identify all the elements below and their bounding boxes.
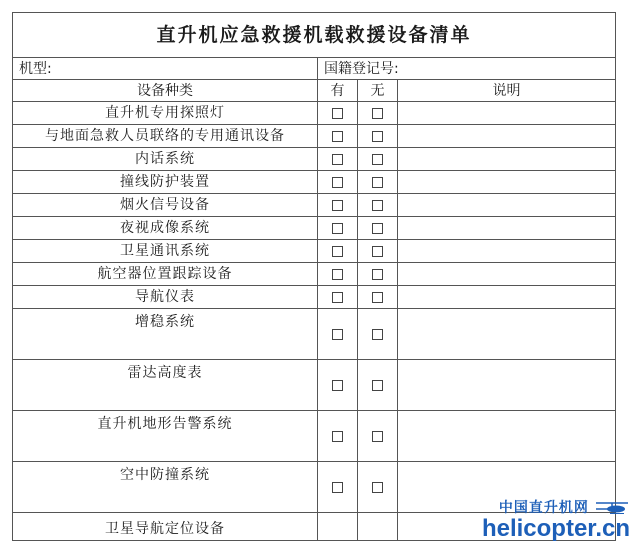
equipment-name: 卫星通讯系统 — [13, 240, 318, 263]
yes-checkbox[interactable] — [332, 329, 343, 340]
yes-checkbox[interactable] — [332, 154, 343, 165]
no-checkbox[interactable] — [372, 292, 383, 303]
table-row — [13, 217, 616, 240]
table-row — [13, 309, 616, 360]
no-checkbox[interactable] — [372, 200, 383, 211]
registration-number-field: 国籍登记号: — [318, 58, 616, 80]
equipment-name: 增稳系统 — [13, 309, 318, 360]
equipment-name: 烟火信号设备 — [13, 194, 318, 217]
yes-checkbox[interactable] — [332, 431, 343, 442]
table-row — [13, 125, 616, 148]
no-checkbox[interactable] — [372, 223, 383, 234]
equipment-name: 撞线防护装置 — [13, 171, 318, 194]
notes-cell[interactable] — [398, 411, 616, 462]
yes-checkbox[interactable] — [332, 380, 343, 391]
no-checkbox[interactable] — [372, 108, 383, 119]
notes-cell[interactable] — [398, 286, 616, 309]
equipment-checklist — [12, 12, 615, 541]
yes-checkbox[interactable] — [332, 200, 343, 211]
notes-cell[interactable] — [398, 102, 616, 125]
checklist-table — [12, 12, 616, 541]
header-notes: 说明 — [398, 80, 616, 102]
no-checkbox[interactable] — [372, 246, 383, 257]
yes-checkbox[interactable] — [332, 292, 343, 303]
yes-checkbox[interactable] — [332, 246, 343, 257]
no-cell[interactable] — [358, 513, 398, 541]
yes-checkbox[interactable] — [332, 269, 343, 280]
table-row — [13, 102, 616, 125]
equipment-name: 直升机地形告警系统 — [13, 411, 318, 462]
watermark-cn-text: 中国直升机网 — [498, 500, 589, 516]
equipment-name: 雷达高度表 — [13, 360, 318, 411]
yes-checkbox[interactable] — [332, 223, 343, 234]
equipment-name: 直升机专用探照灯 — [13, 102, 318, 125]
table-row — [13, 263, 616, 286]
table-row — [13, 411, 616, 462]
table-row — [13, 171, 616, 194]
table-row — [13, 194, 616, 217]
table-row — [13, 148, 616, 171]
notes-cell[interactable] — [398, 360, 616, 411]
notes-cell[interactable] — [398, 125, 616, 148]
no-checkbox[interactable] — [372, 131, 383, 142]
header-yes: 有 — [318, 80, 358, 102]
yes-cell[interactable] — [318, 513, 358, 541]
header-category: 设备种类 — [13, 80, 318, 102]
table-row — [13, 360, 616, 411]
table-row — [13, 240, 616, 263]
no-checkbox[interactable] — [372, 177, 383, 188]
equipment-name: 空中防撞系统 — [13, 462, 318, 513]
notes-cell[interactable] — [398, 217, 616, 240]
yes-checkbox[interactable] — [332, 108, 343, 119]
site-watermark — [460, 497, 630, 541]
notes-cell[interactable] — [398, 263, 616, 286]
equipment-name: 导航仪表 — [13, 286, 318, 309]
no-checkbox[interactable] — [372, 269, 383, 280]
yes-checkbox[interactable] — [332, 131, 343, 142]
no-checkbox[interactable] — [372, 482, 383, 493]
table-row — [13, 286, 616, 309]
watermark-en-text: helicopter.cn — [481, 515, 630, 542]
checklist-title: 直升机应急救援机载救援设备清单 — [13, 13, 616, 58]
no-checkbox[interactable] — [372, 380, 383, 391]
equipment-name: 与地面急救人员联络的专用通讯设备 — [13, 125, 318, 148]
no-checkbox[interactable] — [372, 431, 383, 442]
notes-cell[interactable] — [398, 194, 616, 217]
equipment-name: 夜视成像系统 — [13, 217, 318, 240]
equipment-name: 内话系统 — [13, 148, 318, 171]
aircraft-model-field: 机型: — [13, 58, 318, 80]
equipment-name: 卫星导航定位设备 — [13, 513, 318, 541]
notes-cell[interactable] — [398, 309, 616, 360]
yes-checkbox[interactable] — [332, 177, 343, 188]
no-checkbox[interactable] — [372, 329, 383, 340]
no-checkbox[interactable] — [372, 154, 383, 165]
notes-cell[interactable] — [398, 148, 616, 171]
header-no: 无 — [358, 80, 398, 102]
helicopter-logo-icon — [594, 501, 630, 515]
notes-cell[interactable] — [398, 240, 616, 263]
yes-checkbox[interactable] — [332, 482, 343, 493]
equipment-name: 航空器位置跟踪设备 — [13, 263, 318, 286]
notes-cell[interactable] — [398, 171, 616, 194]
